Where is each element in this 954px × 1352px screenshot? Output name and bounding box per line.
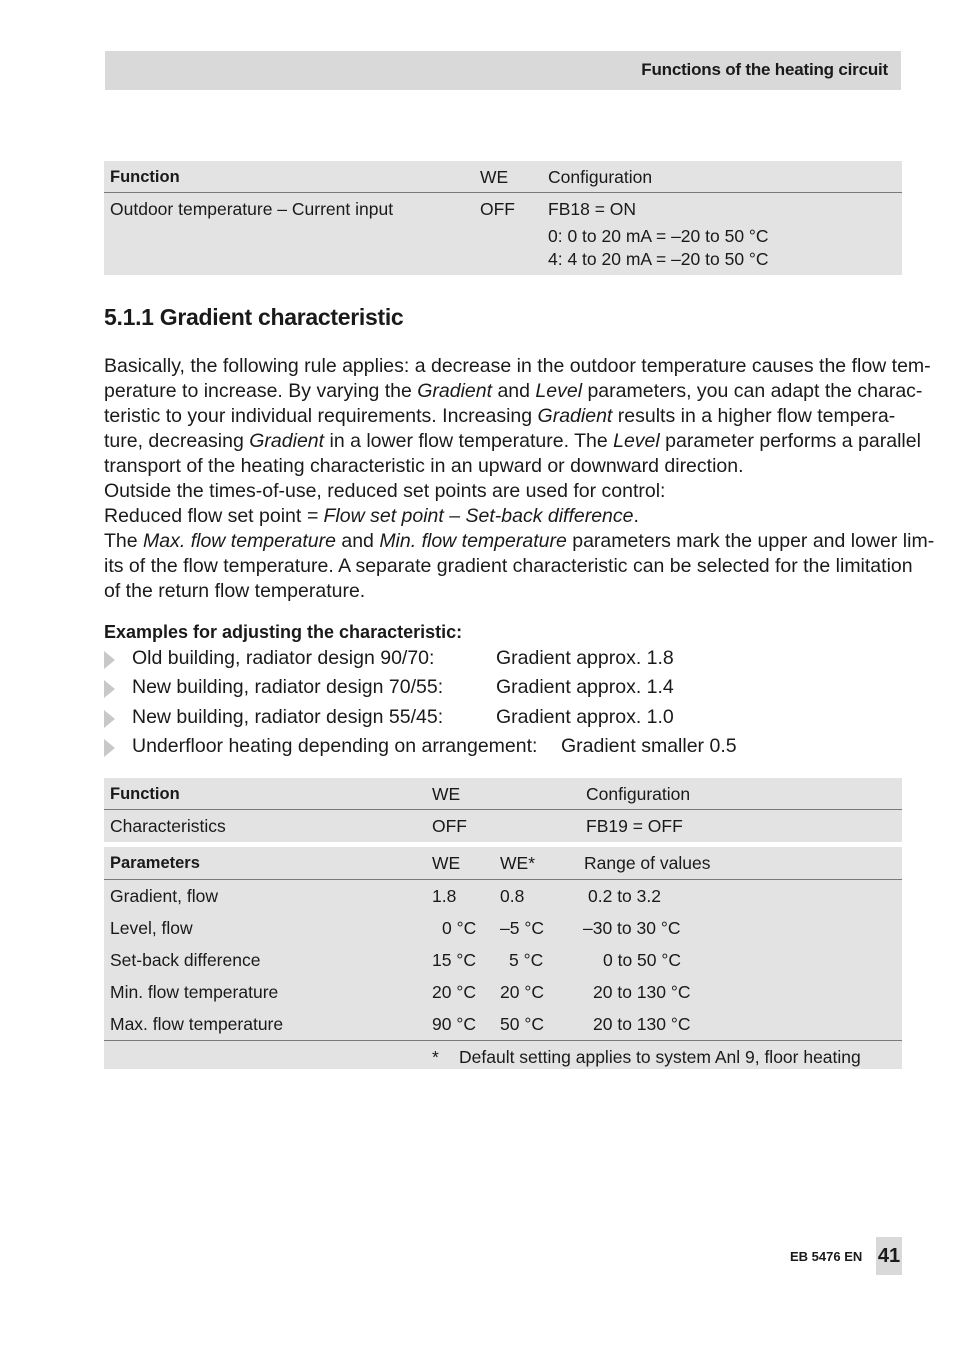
config-line: 0: 0 to 20 mA = –20 to 50 °C bbox=[548, 226, 769, 246]
col-function: Function bbox=[110, 168, 180, 186]
body-line: The Max. flow temperature and Min. flow temperature parameters mark the upper and lower lim- bbox=[104, 530, 935, 552]
body-line bbox=[104, 379, 923, 404]
example-label: New building, radiator design 70/55: bbox=[132, 676, 444, 698]
body-line: teristic to your individual requirements. Increasing Gradient results in a higher flow tempera- bbox=[104, 405, 896, 427]
table1-header-row bbox=[104, 161, 902, 193]
bullet-arrow-icon bbox=[104, 680, 115, 698]
param-row bbox=[104, 912, 902, 944]
col-we: WE bbox=[432, 784, 461, 804]
param-we: 0 °C bbox=[442, 918, 477, 938]
param-row bbox=[104, 1008, 902, 1040]
param-name: Set-back difference bbox=[110, 950, 261, 970]
param-name: Level, flow bbox=[110, 918, 193, 938]
bullet-arrow-icon bbox=[104, 710, 115, 728]
example-value: Gradient approx. 1.4 bbox=[496, 676, 674, 698]
body-line: ture, decreasing Gradient in a lower flow temperature. The Level parameter performs a parallel bbox=[104, 430, 921, 452]
footnote-text: Default setting applies to system Anl 9, floor heating bbox=[459, 1047, 861, 1067]
bullet-arrow-icon bbox=[104, 739, 115, 757]
config-line: FB18 = ON bbox=[548, 199, 637, 219]
bullet-arrow-icon bbox=[104, 651, 115, 669]
col-range: Range of values bbox=[584, 853, 711, 873]
body-line: Outside the times-of-use, reduced set points are used for control: bbox=[104, 480, 666, 502]
param-we-star: –5 °C bbox=[500, 918, 544, 938]
col-configuration: Configuration bbox=[586, 784, 691, 804]
body-paragraph bbox=[104, 354, 935, 604]
col-we-star: WE* bbox=[500, 853, 535, 873]
table2-header-row bbox=[104, 778, 902, 810]
param-we: 90 °C bbox=[432, 1014, 476, 1034]
header-title: Functions of the heating circuit bbox=[641, 60, 888, 79]
function-cell: Characteristics bbox=[110, 816, 226, 836]
characteristics-row bbox=[104, 810, 902, 842]
footnote-mark: * bbox=[432, 1047, 439, 1067]
param-name: Min. flow temperature bbox=[110, 982, 279, 1002]
table1-row bbox=[104, 193, 902, 275]
param-we: 1.8 bbox=[432, 886, 457, 906]
we-cell: OFF bbox=[480, 199, 515, 219]
param-we-star: 20 °C bbox=[500, 982, 544, 1002]
param-we-star: 0.8 bbox=[500, 886, 525, 906]
param-range: 20 to 130 °C bbox=[593, 1014, 691, 1034]
config-table-1 bbox=[104, 161, 902, 275]
config-cell: FB19 = OFF bbox=[586, 816, 683, 836]
we-cell: OFF bbox=[432, 816, 467, 836]
example-label: Old building, radiator design 90/70: bbox=[132, 647, 435, 669]
body-line: Reduced flow set point = Flow set point – Set-back difference. bbox=[104, 505, 639, 527]
page-number: 41 bbox=[876, 1237, 902, 1275]
param-we: 15 °C bbox=[432, 950, 476, 970]
param-we-star: 5 °C bbox=[509, 950, 544, 970]
document-code: EB 5476 EN bbox=[790, 1249, 863, 1264]
examples-heading: Examples for adjusting the characteristic: bbox=[104, 622, 463, 642]
param-row bbox=[104, 976, 902, 1008]
body-line: its of the flow temperature. A separate gradient characteristic can be selected for the limitation bbox=[104, 555, 913, 577]
example-label: New building, radiator design 55/45: bbox=[132, 706, 444, 728]
config-line: 4: 4 to 20 mA = –20 to 50 °C bbox=[548, 249, 769, 269]
section-title: 5.1.1 Gradient characteristic bbox=[104, 304, 404, 330]
config-table-2 bbox=[104, 778, 902, 1069]
params-header-row bbox=[104, 847, 902, 880]
body-line: of the return flow temperature. bbox=[104, 580, 366, 602]
param-name: Max. flow temperature bbox=[110, 1014, 284, 1034]
function-cell: Outdoor temperature – Current input bbox=[110, 199, 394, 219]
col-we: WE bbox=[480, 167, 509, 187]
example-value: Gradient approx. 1.8 bbox=[496, 647, 674, 669]
example-label: Underfloor heating depending on arrangement: bbox=[132, 735, 538, 757]
example-value: Gradient approx. 1.0 bbox=[496, 706, 674, 728]
footnote-row bbox=[104, 1040, 902, 1072]
body-line-text: perature to increase. By varying the Gradient and Level parameters, you can adapt the charac- bbox=[104, 380, 923, 402]
param-row bbox=[104, 880, 902, 912]
param-range: –30 to 30 °C bbox=[583, 918, 681, 938]
param-range: 20 to 130 °C bbox=[593, 982, 691, 1002]
col-configuration: Configuration bbox=[548, 167, 653, 187]
col-function: Function bbox=[110, 785, 180, 803]
col-we: WE bbox=[432, 853, 461, 873]
body-line: Basically, the following rule applies: a decrease in the outdoor temperature causes the flow tem- bbox=[104, 355, 931, 377]
param-range: 0.2 to 3.2 bbox=[588, 886, 661, 906]
param-range: 0 to 50 °C bbox=[603, 950, 682, 970]
header-bar bbox=[105, 51, 901, 90]
body-line: transport of the heating characteristic in an upward or downward direction. bbox=[104, 455, 744, 477]
col-parameters: Parameters bbox=[110, 854, 200, 872]
param-name: Gradient, flow bbox=[110, 886, 218, 906]
param-we: 20 °C bbox=[432, 982, 476, 1002]
param-we-star: 50 °C bbox=[500, 1014, 544, 1034]
param-row bbox=[104, 944, 902, 976]
example-value: Gradient smaller 0.5 bbox=[561, 735, 737, 757]
